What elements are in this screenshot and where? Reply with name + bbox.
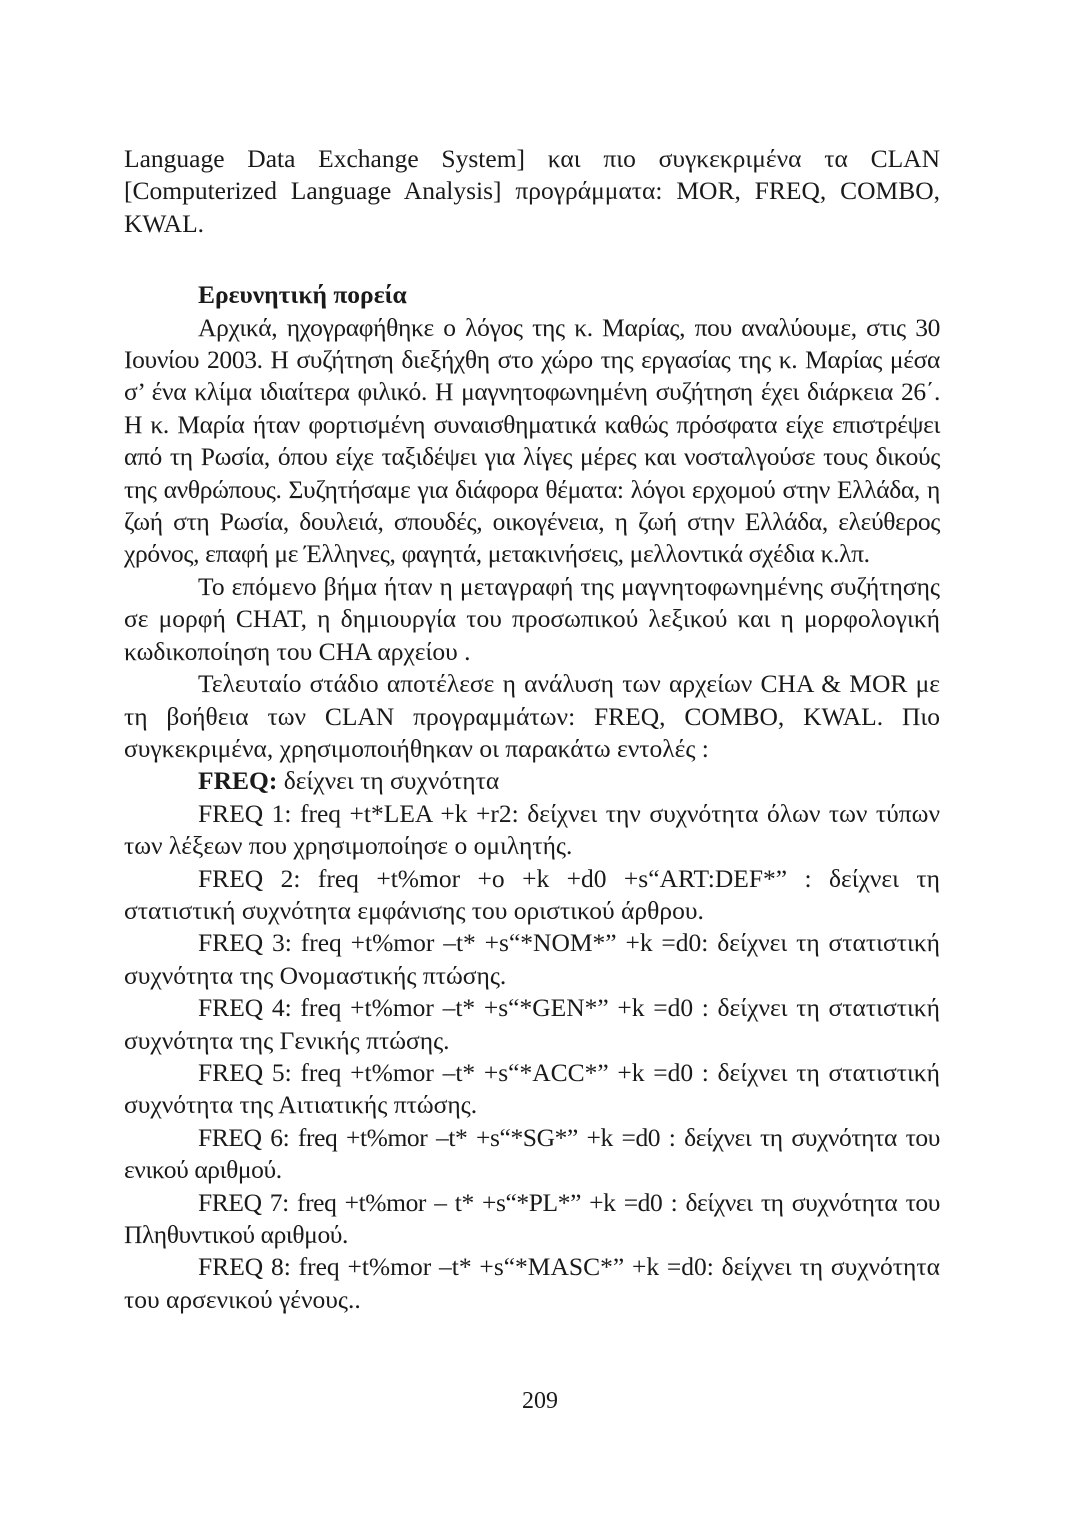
section-gap — [124, 240, 940, 279]
section-heading: Ερευνητική πορεία — [198, 280, 407, 310]
paragraph-transcription: Το επόμενο βήμα ήταν η μεταγραφή της μαγνητοφωνημένης συζήτησης σε μορφή CHAT, η δημιουργία του προσωπικού λεξικού και η μορφολογική κωδικοποίηση του CHA αρχείου . — [124, 571, 940, 666]
freq-command-1: FREQ 1: freq +t*LEA +k +r2: δείχνει την συχνότητα όλων των τύπων των λέξεων που χρησιμοποίησε ο ομιλητής. — [124, 798, 940, 861]
freq-description: δείχνει τη συχνότητα — [277, 766, 500, 796]
paragraph-analysis: Τελευταίο στάδιο αποτέλεσε η ανάλυση των αρχείων CHA & MOR με τη βοήθεια των CLAN προγραμμάτων: FREQ, COMBO, KWAL. Πιο συγκεκριμένα, χρησιμοποιήθηκαν οι παρακάτω εντολές : — [124, 669, 940, 763]
page-body — [124, 143, 940, 1316]
freq-command-6: FREQ 6: freq +t%mor –t* +s“*SG*” +k =d0 : δείχνει τη συχνότητα του ενικού αριθμού. — [124, 1122, 940, 1185]
page-number: 209 — [522, 1388, 558, 1414]
freq-command-3: FREQ 3: freq +t%mor –t* +s“*NOM*” +k =d0: δείχνει τη στατιστική συχνότητα της Ονομαστικής πτώσης. — [124, 928, 940, 990]
freq-label: FREQ: — [198, 766, 278, 796]
freq-command-7: FREQ 7: freq +t%mor – t* +s“*PL*” +k =d0 : δείχνει τη συχνότητα του Πληθυντικού αριθμού. — [124, 1187, 940, 1249]
freq-command-4: FREQ 4: freq +t%mor –t* +s“*GEN*” +k =d0 : δείχνει τη στατιστική συχνότητα της Γενικής πτώσης. — [124, 993, 940, 1055]
freq-command-5: FREQ 5: freq +t%mor –t* +s“*ACC*” +k =d0 : δείχνει τη στατιστική συχνότητα της Αιτιατικής πτώσης. — [124, 1057, 940, 1120]
paragraph-intro-continuation: Language Data Exchange System] και πιο συγκεκριμένα τα CLAN [Computerized Language Analysis] προγράμματα: MOR, FREQ, COMBO, KWAL. — [124, 144, 940, 238]
paragraph-recording: Αρχικά, ηχογραφήθηκε ο λόγος της κ. Μαρίας, που αναλύουμε, στις 30 Ιουνίου 2003. Η συζήτηση διεξήχθη στο χώρο της εργασίας της κ. Μαρίας μέσα σ’ ένα κλίμα ιδιαίτερα φιλικό. Η μαγνητοφωνημένη συζήτηση έχει διάρκεια 26΄. Η κ. Μαρία ήταν φορτισμένη συναισθηματικά καθώς πρόσφατα είχε επιστρέψει από τη Ρωσία, όπου είχε ταξιδέψει για λίγες μέρες και νοσταλγούσε τους δικούς της ανθρώπους. Συζητήσαμε για διάφορα θέματα: λόγοι ερχομού στην Ελλάδα, η ζωή στη Ρωσία, δουλειά, σπουδές, οικογένεια, η ζωή στην Ελλάδα, ελεύθερος χρόνος, επαφή με Έλληνες, φαγητά, μετακινήσεις, μελλοντικά σχέδια κ.λπ. — [124, 312, 940, 569]
freq-definition — [124, 765, 940, 797]
freq-command-8: FREQ 8: freq +t%mor –t* +s“*MASC*” +k =d0: δείχνει τη συχνότητα του αρσενικού γένους.. — [124, 1252, 940, 1314]
freq-command-2: FREQ 2: freq +t%mor +o +k +d0 +s“ART:DEF*” : δείχνει τη στατιστική συχνότητα εμφάνισης του οριστικού άρθρου. — [124, 863, 940, 925]
